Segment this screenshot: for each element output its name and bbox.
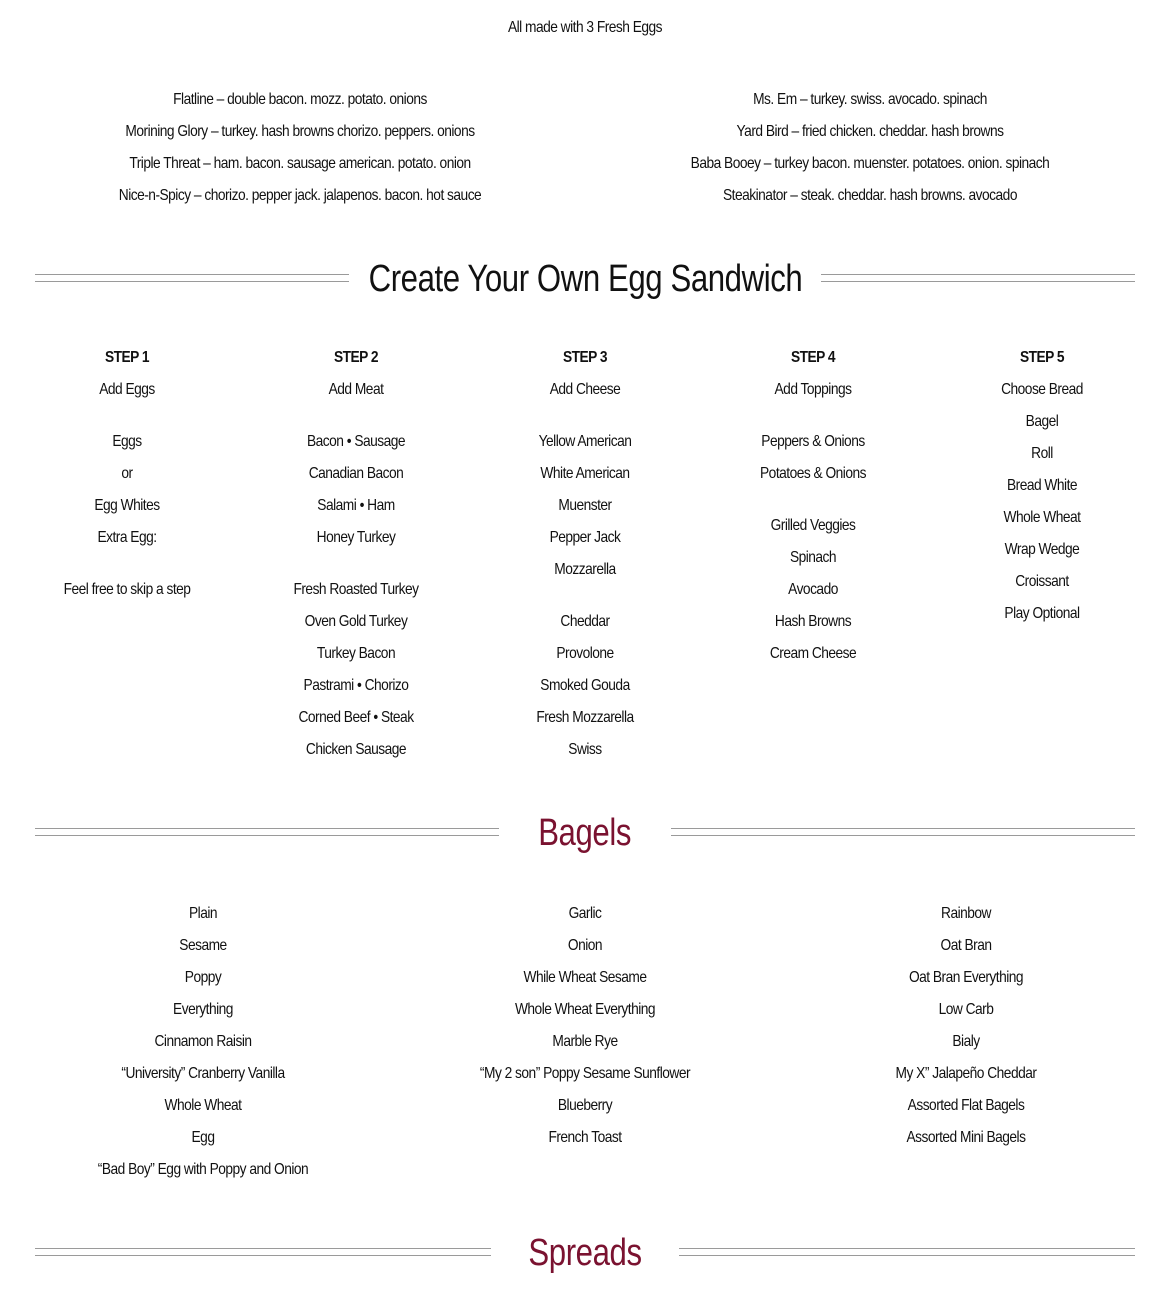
step-option: Spinach	[790, 549, 837, 566]
group-spacer	[699, 406, 927, 426]
step-option: or	[121, 465, 133, 482]
special-item: Steakinator – steak. cheddar. hash browns. avocado	[723, 187, 1017, 204]
group-spacer	[13, 554, 241, 574]
step-option: Muenster	[557, 497, 612, 514]
section-title: Bagels	[538, 812, 632, 854]
bagel-item: Egg	[191, 1129, 215, 1146]
step-option: Oven Gold Turkey	[304, 613, 408, 630]
bagel-column-1	[12, 898, 394, 1186]
step-option: Grilled Veggies	[770, 517, 856, 534]
step-option: Croissant	[1015, 573, 1069, 590]
bagel-item: Assorted Mini Bagels	[906, 1129, 1026, 1146]
bagel-item: “University” Cranberry Vanilla	[121, 1065, 285, 1082]
steps-grid	[13, 342, 1157, 782]
step-label: STEP 2	[333, 349, 378, 366]
specials-column-right	[630, 84, 1110, 212]
bagels-header	[35, 808, 1135, 858]
step-option: Potatoes & Onions	[760, 465, 867, 482]
step-subtitle: Add Meat	[328, 381, 384, 398]
bagel-item: Garlic	[568, 905, 602, 922]
step-column-4	[699, 342, 927, 670]
bagel-item: Oat Bran	[940, 937, 992, 954]
step-option: Wrap Wedge	[1004, 541, 1080, 558]
special-item: Morining Glory – turkey. hash browns chorizo. peppers. onions	[125, 123, 475, 140]
bagel-item: My X” Jalapeño Cheddar	[895, 1065, 1037, 1082]
step-option: Turkey Bacon	[316, 645, 395, 662]
bagel-item: Assorted Flat Bagels	[907, 1097, 1025, 1114]
bagel-item: Plain	[188, 905, 218, 922]
group-spacer	[471, 586, 699, 606]
group-spacer	[13, 406, 241, 426]
step-option: Extra Egg:	[97, 529, 157, 546]
step-option: Salami • Ham	[317, 497, 395, 514]
spreads-header	[35, 1228, 1135, 1278]
step-option: Yellow American	[538, 433, 631, 450]
bagel-item: “Bad Boy” Egg with Poppy and Onion	[97, 1161, 309, 1178]
step-option: Pepper Jack	[549, 529, 621, 546]
bagel-item: “My 2 son” Poppy Sesame Sunflower	[479, 1065, 691, 1082]
bagel-item: Bialy	[952, 1033, 980, 1050]
special-item: Flatline – double bacon. mozz. potato. onions	[173, 91, 427, 108]
step-option: Cheddar	[560, 613, 610, 630]
bagel-item: Sesame	[179, 937, 227, 954]
intro-text: All made with 3 Fresh Eggs	[507, 19, 663, 36]
step-option: Egg Whites	[94, 497, 160, 514]
step-option: Provolone	[555, 645, 614, 662]
step-option: Play Optional	[1004, 605, 1080, 622]
step-option: Whole Wheat	[1003, 509, 1081, 526]
special-item: Ms. Em – turkey. swiss. avocado. spinach	[753, 91, 987, 108]
step-subtitle: Add Cheese	[549, 381, 620, 398]
step-column-5	[928, 342, 1156, 630]
specials-column-left	[60, 84, 540, 212]
bagel-item: Onion	[567, 937, 603, 954]
group-spacer	[242, 406, 470, 426]
step-column-2	[242, 342, 470, 766]
bagel-item: Oat Bran Everything	[908, 969, 1024, 986]
bagel-item: Low Carb	[938, 1001, 994, 1018]
bagel-item: Rainbow	[941, 905, 991, 922]
step-option: Hash Browns	[775, 613, 852, 630]
step-column-3	[471, 342, 699, 766]
step-option: Corned Beef • Steak	[298, 709, 414, 726]
step-option: Cream Cheese	[770, 645, 857, 662]
bagel-column-3	[775, 898, 1157, 1154]
bagel-item: Everything	[173, 1001, 233, 1018]
step-option: Smoked Gouda	[539, 677, 630, 694]
step-column-1	[13, 342, 241, 606]
bagel-column-2	[394, 898, 776, 1154]
section-title: Create Your Own Egg Sandwich	[368, 258, 802, 300]
bagel-item: Marble Rye	[552, 1033, 618, 1050]
step-label: STEP 1	[104, 349, 150, 366]
step-label: STEP 3	[562, 349, 607, 366]
section-title: Spreads	[528, 1232, 642, 1274]
step-option: Bread White	[1007, 477, 1078, 494]
step-option: Bagel	[1025, 413, 1059, 430]
step-option: Swiss	[567, 741, 602, 758]
bagels-list	[0, 898, 1170, 1198]
bagel-item: Blueberry	[557, 1097, 613, 1114]
step-option: White American	[540, 465, 630, 482]
bagel-item: Whole Wheat	[164, 1097, 242, 1114]
group-spacer	[471, 406, 699, 426]
special-item: Yard Bird – fried chicken. cheddar. hash browns	[736, 123, 1004, 140]
step-subtitle: Choose Bread	[1001, 381, 1084, 398]
step-label: STEP 5	[1020, 349, 1065, 366]
bagel-item: While Wheat Sesame	[523, 969, 647, 986]
step-option: Avocado	[788, 581, 839, 598]
step-option: Fresh Mozzarella	[535, 709, 634, 726]
step-label: STEP 4	[791, 349, 836, 366]
step-option: Mozzarella	[553, 561, 616, 578]
bagel-item: French Toast	[548, 1129, 622, 1146]
step-subtitle: Add Toppings	[774, 381, 852, 398]
bagel-item: Cinnamon Raisin	[154, 1033, 252, 1050]
step-option: Eggs	[112, 433, 142, 450]
group-spacer	[699, 490, 927, 510]
step-option: Pastrami • Chorizo	[303, 677, 409, 694]
step-option: Feel free to skip a step	[63, 581, 191, 598]
special-item: Baba Booey – turkey bacon. muenster. potatoes. onion. spinach	[690, 155, 1050, 172]
special-item: Triple Threat – ham. bacon. sausage american. potato. onion	[129, 155, 471, 172]
step-option: Peppers & Onions	[761, 433, 866, 450]
bagel-item: Poppy	[184, 969, 222, 986]
group-spacer	[242, 554, 470, 574]
step-option: Roll	[1031, 445, 1054, 462]
step-option: Bacon • Sausage	[306, 433, 405, 450]
step-option: Fresh Roasted Turkey	[293, 581, 419, 598]
step-subtitle: Add Eggs	[99, 381, 155, 398]
create-your-own-header	[35, 254, 1135, 304]
step-option: Canadian Bacon	[308, 465, 404, 482]
signature-sandwiches	[0, 84, 1170, 224]
bagel-item: Whole Wheat Everything	[514, 1001, 656, 1018]
special-item: Nice-n-Spicy – chorizo. pepper jack. jalapenos. bacon. hot sauce	[118, 187, 482, 204]
step-option: Chicken Sausage	[305, 741, 406, 758]
step-option: Honey Turkey	[316, 529, 396, 546]
